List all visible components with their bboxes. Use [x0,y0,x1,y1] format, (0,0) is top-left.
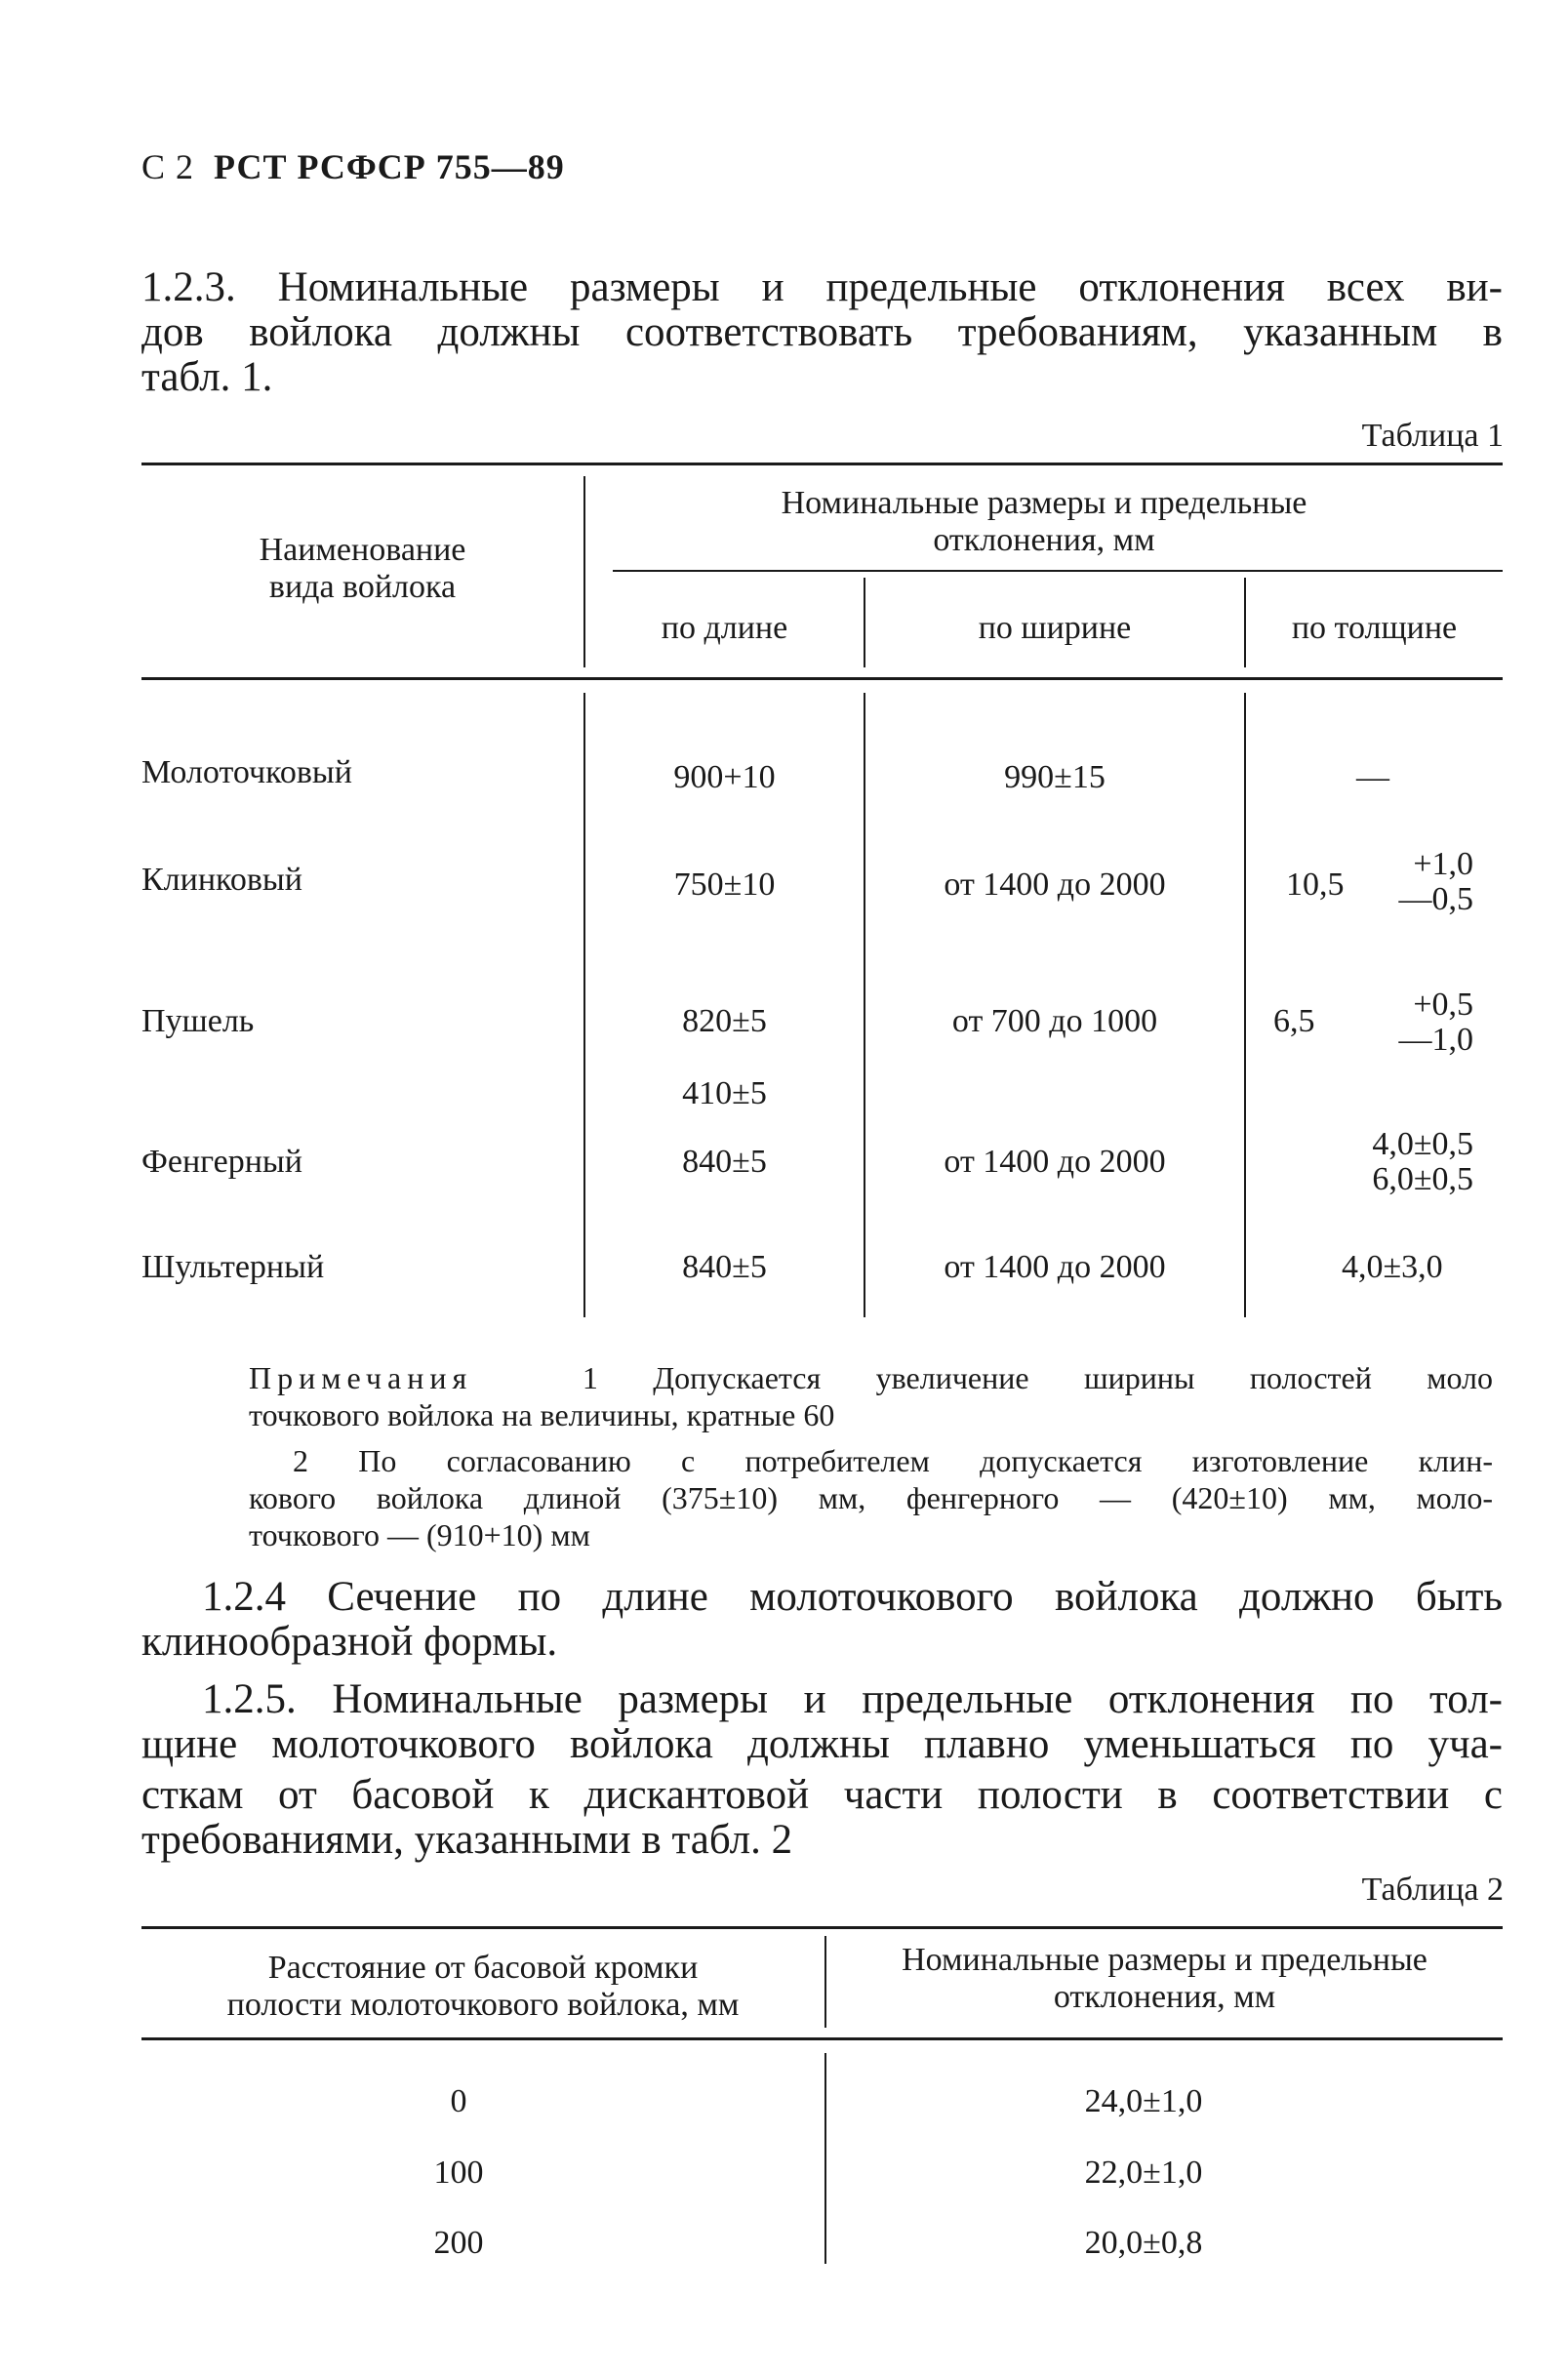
tolerance-upper: +1,0 [1413,846,1473,882]
table1-subheader-length: по длине [661,610,788,646]
tolerance-lower: —1,0 [1398,1022,1473,1058]
table2-cell-distance: 0 [450,2083,467,2119]
table1-cell-width: от 1400 до 2000 [944,1249,1166,1285]
section-1-2-5: 1.2.5. Номинальные размеры и предельные отклонения по тол- щине молоточкового войлока должны плавно уменьшаться по уча- сткам от басовой к дискантовой части полости в соответствии с требованиями, указанными в табл. 2 [141,1676,1503,1863]
table1-row-name: Клинковый [141,862,302,898]
table1-cell-width: от 1400 до 2000 [944,866,1166,903]
table1-cell-length: 840±5 [682,1249,767,1285]
section-1-2-3 [141,265,1503,400]
table1-row-name: Пушель [141,1003,255,1039]
table1-cell-length: 840±5 [682,1144,767,1180]
table1-row-name: Фенгерный [141,1144,302,1180]
table1-cell-width: от 1400 до 2000 [944,1144,1166,1180]
table1-cell-length: 410±5 [682,1075,767,1111]
table1-cell-tolerance [1386,987,1473,1058]
table1-cell-thickness: 10,5 [1286,866,1345,903]
table2-cell-distance: 200 [433,2225,484,2261]
page-header [141,146,565,187]
table2-col1-header: Расстояние от басовой кромки полости молоточкового войлока, мм [226,1950,740,2023]
table2-header-rule [141,2037,1503,2040]
paragraph-line: табл. 1. [141,354,273,400]
table1-subheader-width: по ширине [978,610,1132,646]
table2-cell-distance: 100 [433,2155,484,2191]
table2-cell-value: 24,0±1,0 [1084,2083,1203,2119]
table1-cell-thickness: 6,5 [1273,1003,1315,1039]
table1-cell-width: 990±15 [1004,759,1106,795]
table2-col2-header: Номинальные размеры и предельные отклонения, мм [902,1942,1427,2015]
section-1-2-4: 1.2.4 Сечение по длине молоточкового войлока должно быть клинообразной формы. [141,1574,1503,1665]
table2-caption: Таблица 2 [1361,1872,1504,1908]
table1-subheader-thickness: по толщине [1291,610,1458,646]
table1-top-rule [141,463,1503,465]
table1-cell-thickness: — [1356,759,1389,795]
table1-cell-length: 750±10 [673,866,776,903]
table1-cell-tolerance [1386,847,1473,917]
table1-cell-length: 820±5 [682,1003,767,1039]
table1-col-name-header: Наименование вида войлока [259,532,466,605]
table1-cell-width: от 700 до 1000 [951,1003,1158,1039]
table1-group-header: Номинальные размеры и предельные отклонения, мм [781,485,1307,558]
notes-title: Примечания [249,1360,473,1395]
table1-cell-thickness: 4,0±3,0 [1342,1249,1443,1285]
table1-note-2: 2 По согласованию с потребителем допускается изготовление клин- [293,1443,1493,1478]
tolerance-upper: +0,5 [1413,987,1473,1023]
table1-subheader-rule [613,570,1503,572]
tolerance-lower: —0,5 [1398,881,1473,917]
table1-row-name: Молоточковый [141,754,352,790]
table2-top-rule [141,1926,1503,1929]
page-number: С 2 [141,147,195,186]
paragraph-line: 1.2.3. Номинальные размеры и предельные отклонения всех ви- [141,264,1503,310]
paragraph-line: дов войлока должны соответствовать требованиям, указанным в [141,309,1503,355]
standard-id: РСТ РСФСР 755—89 [214,147,565,186]
table1-note-1: Примечания 1 Допускается увеличение ширины полостей моло точкового войлока на величины, кратные 60 [249,1360,1494,1432]
table2-cell-value: 20,0±0,8 [1084,2225,1203,2261]
table1-caption: Таблица 1 [1361,418,1504,454]
table1-vline [1244,693,1246,1317]
table1-cell-length: 900+10 [673,759,776,795]
table1-cell-thickness: 4,0±0,5 6,0±0,5 [1372,1126,1473,1197]
table1-row-name: Шультерный [141,1249,325,1285]
table1-header-rule [141,677,1503,680]
table1-note-2-cont: кового войлока длиной (375±10) мм, фенгерного — (420±10) мм, моло- точкового — (910+10) мм [249,1480,1493,1552]
table2-cell-value: 22,0±1,0 [1084,2155,1203,2191]
